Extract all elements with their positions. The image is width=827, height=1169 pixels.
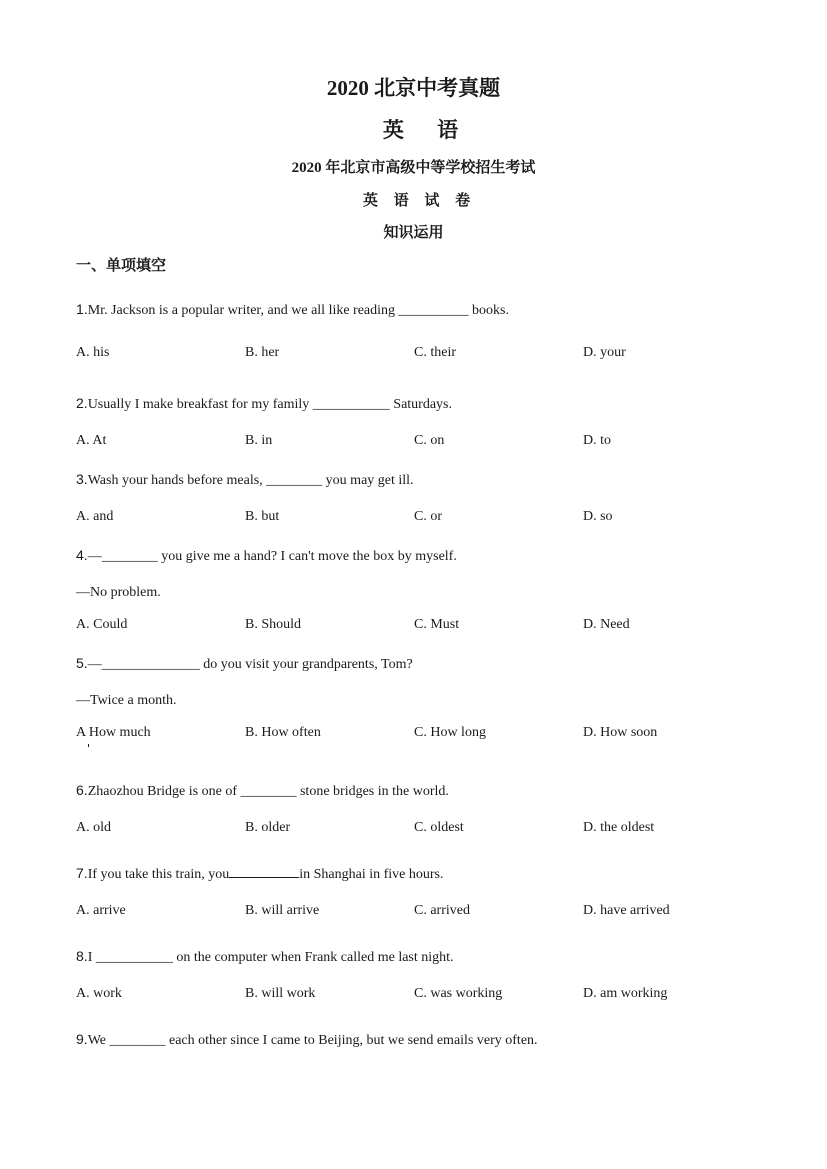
option-d[interactable]: D. the oldest xyxy=(583,820,655,835)
question-text: Wash your hands before meals, ________ you may get ill. xyxy=(87,473,414,488)
option-d[interactable]: D. How soon xyxy=(583,725,658,740)
option-a[interactable]: A. his xyxy=(76,345,110,360)
option-b[interactable]: B. Should xyxy=(245,617,302,632)
question-number: 6. xyxy=(76,782,88,798)
stray-mark xyxy=(88,744,89,747)
option-b[interactable]: B. will arrive xyxy=(245,903,320,918)
option-b[interactable]: B. in xyxy=(245,433,273,448)
option-c[interactable]: C. How long xyxy=(414,725,486,740)
question-6 xyxy=(76,782,449,800)
question-3 xyxy=(76,471,414,489)
dialogue-reply: —Twice a month. xyxy=(76,693,177,708)
exam-name: 2020 年北京市高级中等学校招生考试 xyxy=(291,160,536,176)
question-5 xyxy=(76,655,413,673)
question-text-after: in Shanghai in five hours. xyxy=(299,867,444,882)
option-c[interactable]: C. arrived xyxy=(414,903,470,918)
option-a[interactable]: A. and xyxy=(76,509,114,524)
question-text: Mr. Jackson is a popular writer, and we all like reading __________ books. xyxy=(87,303,509,318)
option-b[interactable]: B. will work xyxy=(245,986,316,1001)
option-b[interactable]: B. her xyxy=(245,345,280,360)
option-c[interactable]: C. their xyxy=(414,345,456,360)
paper-name: 英 语 试 卷 xyxy=(362,193,477,209)
dialogue-reply: —No problem. xyxy=(76,585,161,600)
question-1 xyxy=(76,301,509,319)
question-8 xyxy=(76,948,454,966)
answer-blank[interactable] xyxy=(229,865,299,878)
page-title: 2020 北京中考真题 xyxy=(326,76,501,100)
question-number: 8. xyxy=(76,948,88,964)
option-a[interactable]: A. work xyxy=(76,986,122,1001)
question-text: I ___________ on the computer when Frank called me last night. xyxy=(87,950,454,965)
section-title: 一、单项填空 xyxy=(76,258,167,274)
option-c[interactable]: C. was working xyxy=(414,986,503,1001)
option-d[interactable]: D. am working xyxy=(583,986,668,1001)
option-b[interactable]: B. older xyxy=(245,820,291,835)
question-number: 5. xyxy=(76,655,88,671)
option-c[interactable]: C. oldest xyxy=(414,820,464,835)
option-b[interactable]: B. How often xyxy=(245,725,321,740)
option-c[interactable]: C. or xyxy=(414,509,442,524)
option-a[interactable]: A. old xyxy=(76,820,111,835)
part-name: 知识运用 xyxy=(383,225,444,241)
question-text: Usually I make breakfast for my family ___________ Saturdays. xyxy=(87,397,452,412)
option-a[interactable]: A. Could xyxy=(76,617,128,632)
question-number: 1. xyxy=(76,301,88,317)
option-d[interactable]: D. so xyxy=(583,509,613,524)
option-d[interactable]: D. to xyxy=(583,433,611,448)
question-text: Zhaozhou Bridge is one of ________ stone bridges in the world. xyxy=(87,784,449,799)
option-a[interactable]: A How much xyxy=(76,725,151,740)
question-2 xyxy=(76,395,452,413)
question-text-before: If you take this train, you xyxy=(87,867,230,882)
option-c[interactable]: C. Must xyxy=(414,617,460,632)
question-9 xyxy=(76,1031,538,1049)
option-d[interactable]: D. have arrived xyxy=(583,903,670,918)
question-number: 3. xyxy=(76,471,88,487)
option-c[interactable]: C. on xyxy=(414,433,445,448)
question-text: —______________ do you visit your grandparents, Tom? xyxy=(87,657,413,672)
question-number: 7. xyxy=(76,865,88,881)
option-d[interactable]: D. your xyxy=(583,345,626,360)
question-number: 9. xyxy=(76,1031,88,1047)
option-a[interactable]: A. At xyxy=(76,433,107,448)
option-b[interactable]: B. but xyxy=(245,509,280,524)
question-number: 2. xyxy=(76,395,88,411)
question-7 xyxy=(76,865,443,883)
question-number: 4. xyxy=(76,547,88,563)
question-text: —________ you give me a hand? I can't move the box by myself. xyxy=(87,549,457,564)
subject-title: 英 语 xyxy=(382,118,473,142)
option-a[interactable]: A. arrive xyxy=(76,903,126,918)
question-4 xyxy=(76,547,457,565)
option-d[interactable]: D. Need xyxy=(583,617,630,632)
question-text: We ________ each other since I came to Beijing, but we send emails very often. xyxy=(87,1033,538,1048)
